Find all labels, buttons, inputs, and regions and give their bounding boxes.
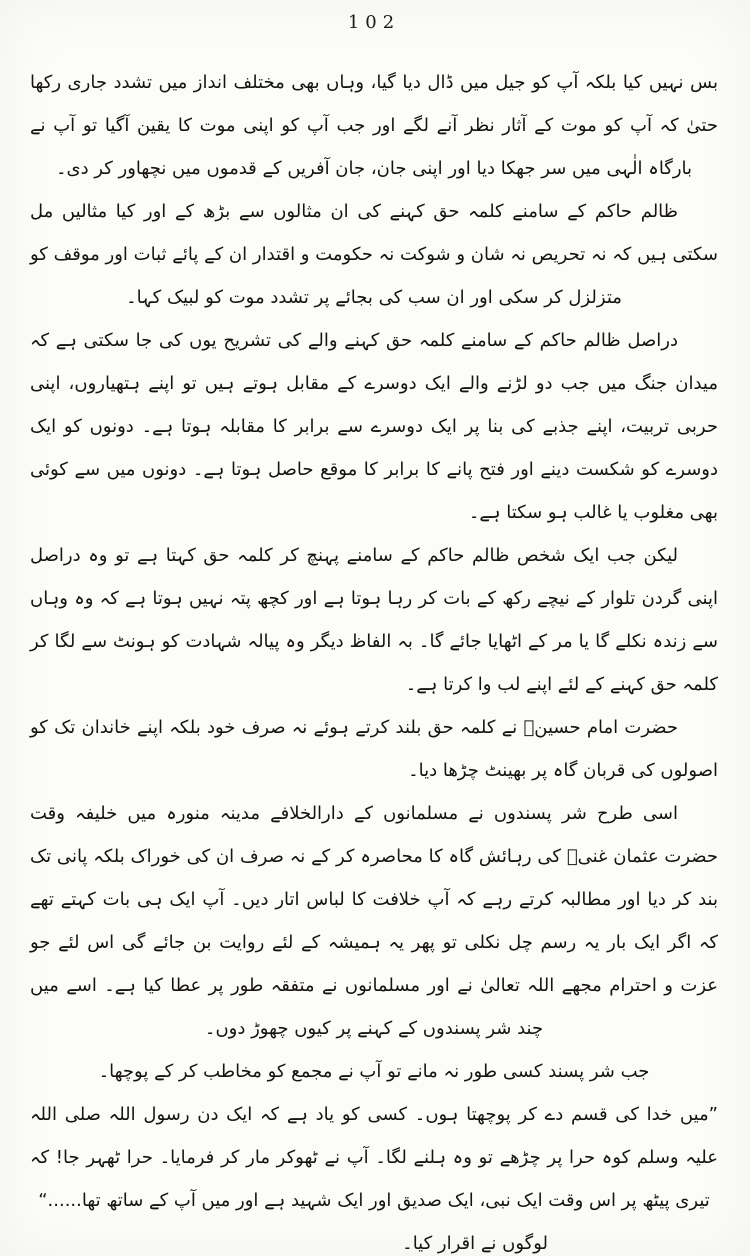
paragraph: لوگوں نے اقرار کیا۔ — [402, 1233, 548, 1254]
paragraph: دراصل ظالم حاکم کے سامنے کلمہ حق کہنے والے کی تشریح یوں کی جا سکتی ہے کہ میدان جنگ میں جب دو لڑنے والے ایک دوسرے کے مقابل ہوتے ہیں تو اپنے ہتھیاروں، اپنی حربی تربیت، اپنے جذبے کی بنا پر ایک دوسرے سے برابر کا مقابلہ ہوتا ہے۔ دونوں کو ایک دوسرے کو شکست دینے اور فتح پانے کا برابر کا موقع حاصل ہوتا ہے۔ دونوں میں سے کوئی بھی مغلوب یا غالب ہو سکتا ہے۔ — [30, 330, 718, 523]
paragraph: اسی طرح شر پسندوں نے مسلمانوں کے دارالخلافے مدینہ منورہ میں خلیفہ وقت حضرت عثمان غنیؓ کی رہائش گاہ کا محاصرہ کر کے نہ صرف ان کی خوراک بلکہ پانی تک بند کر دیا اور مطالبہ کرتے رہے کہ آپ خلافت کا لباس اتار دیں۔ آپ ایک ہی بات کہتے تھے کہ اگر ایک بار یہ رسم چل نکلی تو پھر یہ ہمیشہ کے لئے روایت بن جائے گی اس لئے جو عزت و احترام مجھے اللہ تعالیٰ نے اور مسلمانوں نے متفقہ طور پر عطا کیا ہے۔ اسے میں چند شر پسندوں کے کہنے پر کیوں چھوڑ دوں۔ — [30, 803, 718, 1039]
paragraph: ظالم حاکم کے سامنے کلمہ حق کہنے کی ان مثالوں سے بڑھ کے اور کیا مثالیں مل سکتی ہیں کہ نہ تحریص نہ شان و شوکت نہ حکومت و اقتدار ان کے پائے ثبات اور موقف کو متزلزل کر سکی اور ان سب کی بجائے پر تشدد موت کو لبیک کہا۔ — [30, 201, 718, 308]
paragraph: جب شر پسند کسی طور نہ مانے تو آپ نے مجمع کو مخاطب کر کے پوچھا۔ — [98, 1061, 650, 1082]
page-number: 102 — [347, 12, 401, 33]
paragraph: لیکن جب ایک شخص ظالم حاکم کے سامنے پہنچ کر کلمہ حق کہتا ہے تو وہ دراصل اپنی گردن تلوار کے نیچے رکھ کے بات کر رہا ہوتا ہے اور کچھ پتہ نہیں ہوتا ہے کہ وہ وہاں سے زندہ نکلے گا یا مر کے اٹھایا جائے گا۔ بہ الفاظ دیگر وہ پیالہ شہادت کو ہونٹ سے لگا کر کلمہ حق کہنے کے لئے اپنے لب وا کرتا ہے۔ — [30, 545, 718, 695]
paragraph: ”میں خدا کی قسم دے کر پوچھتا ہوں۔ کسی کو یاد ہے کہ ایک دن رسول اللہ صلی اللہ علیہ وسلم کوہ حرا پر چڑھے تو وہ ہلنے لگا۔ آپ نے ٹھوکر مار کر فرمایا۔ حرا ٹھہر جا! کہ تیری پیٹھ پر اس وقت ایک نبی، ایک صدیق اور ایک شہید ہے اور میں آپ کے ساتھ تھا......“ — [30, 1104, 718, 1211]
page-body — [30, 61, 718, 1256]
paragraph: بس نہیں کیا بلکہ آپ کو جیل میں ڈال دیا گیا، وہاں بھی مختلف انداز میں تشدد جاری رکھا حتیٰ کہ آپ کو موت کے آثار نظر آنے لگے اور جب آپ کو اپنی موت کا یقین آگیا تو آپ نے بارگاہ الٰہی میں سر جھکا دیا اور اپنی جان، جان آفریں کے قدموں میں نچھاور کر دی۔ — [30, 72, 718, 179]
paragraph: حضرت امام حسینؓ نے کلمہ حق بلند کرتے ہوئے نہ صرف خود بلکہ اپنے خاندان تک کو اصولوں کی قربان گاہ پر بھینٹ چڑھا دیا۔ — [30, 717, 718, 781]
